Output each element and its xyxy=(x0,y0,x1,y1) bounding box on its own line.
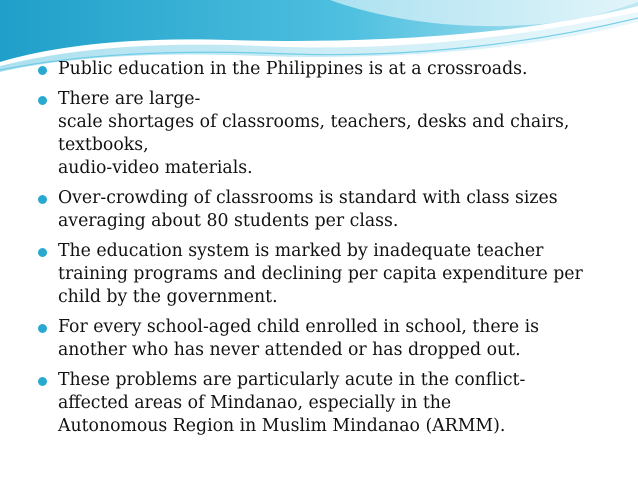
bullet-text-line: Public education in the Philippines is at a crossroads. xyxy=(58,59,528,79)
bullet-item xyxy=(36,187,616,233)
bullet-text-line: scale shortages of classrooms, teachers, desks and chairs, xyxy=(58,112,570,132)
bullet-text-line: averaging about 80 students per class. xyxy=(58,211,399,231)
bullet-dot-icon xyxy=(38,96,47,105)
bullet-text-line: affected areas of Mindanao, especially in the xyxy=(58,393,452,413)
bullet-text-line: The education system is marked by inadequate teacher xyxy=(58,241,544,261)
bullet-text-line: For every school-aged child enrolled in school, there is xyxy=(58,317,540,337)
bullet-dot-icon xyxy=(38,324,47,333)
bullet-text-line: training programs and declining per capita expenditure per xyxy=(58,264,583,284)
bullet-dot-icon xyxy=(38,248,47,257)
bullet-item xyxy=(36,369,616,438)
bullet-text-line: audio-video materials. xyxy=(58,158,253,178)
bullet-text-line: These problems are particularly acute in the conflict- xyxy=(58,370,526,390)
bullet-text-line: There are large- xyxy=(58,89,201,109)
bullet-dot-icon xyxy=(38,377,47,386)
bullet-text-line: textbooks, xyxy=(58,135,149,155)
bullet-item xyxy=(36,88,616,180)
bullet-item xyxy=(36,316,616,362)
bullet-list xyxy=(36,58,616,445)
bullet-item xyxy=(36,58,616,81)
bullet-item xyxy=(36,240,616,309)
bullet-text-line: child by the government. xyxy=(58,287,278,307)
bullet-dot-icon xyxy=(38,66,47,75)
bullet-dot-icon xyxy=(38,195,47,204)
bullet-text-line: Autonomous Region in Muslim Mindanao (ARMM). xyxy=(58,416,506,436)
bullet-text-line: Over-crowding of classrooms is standard with class sizes xyxy=(58,188,558,208)
bullet-text-line: another who has never attended or has dropped out. xyxy=(58,340,521,360)
